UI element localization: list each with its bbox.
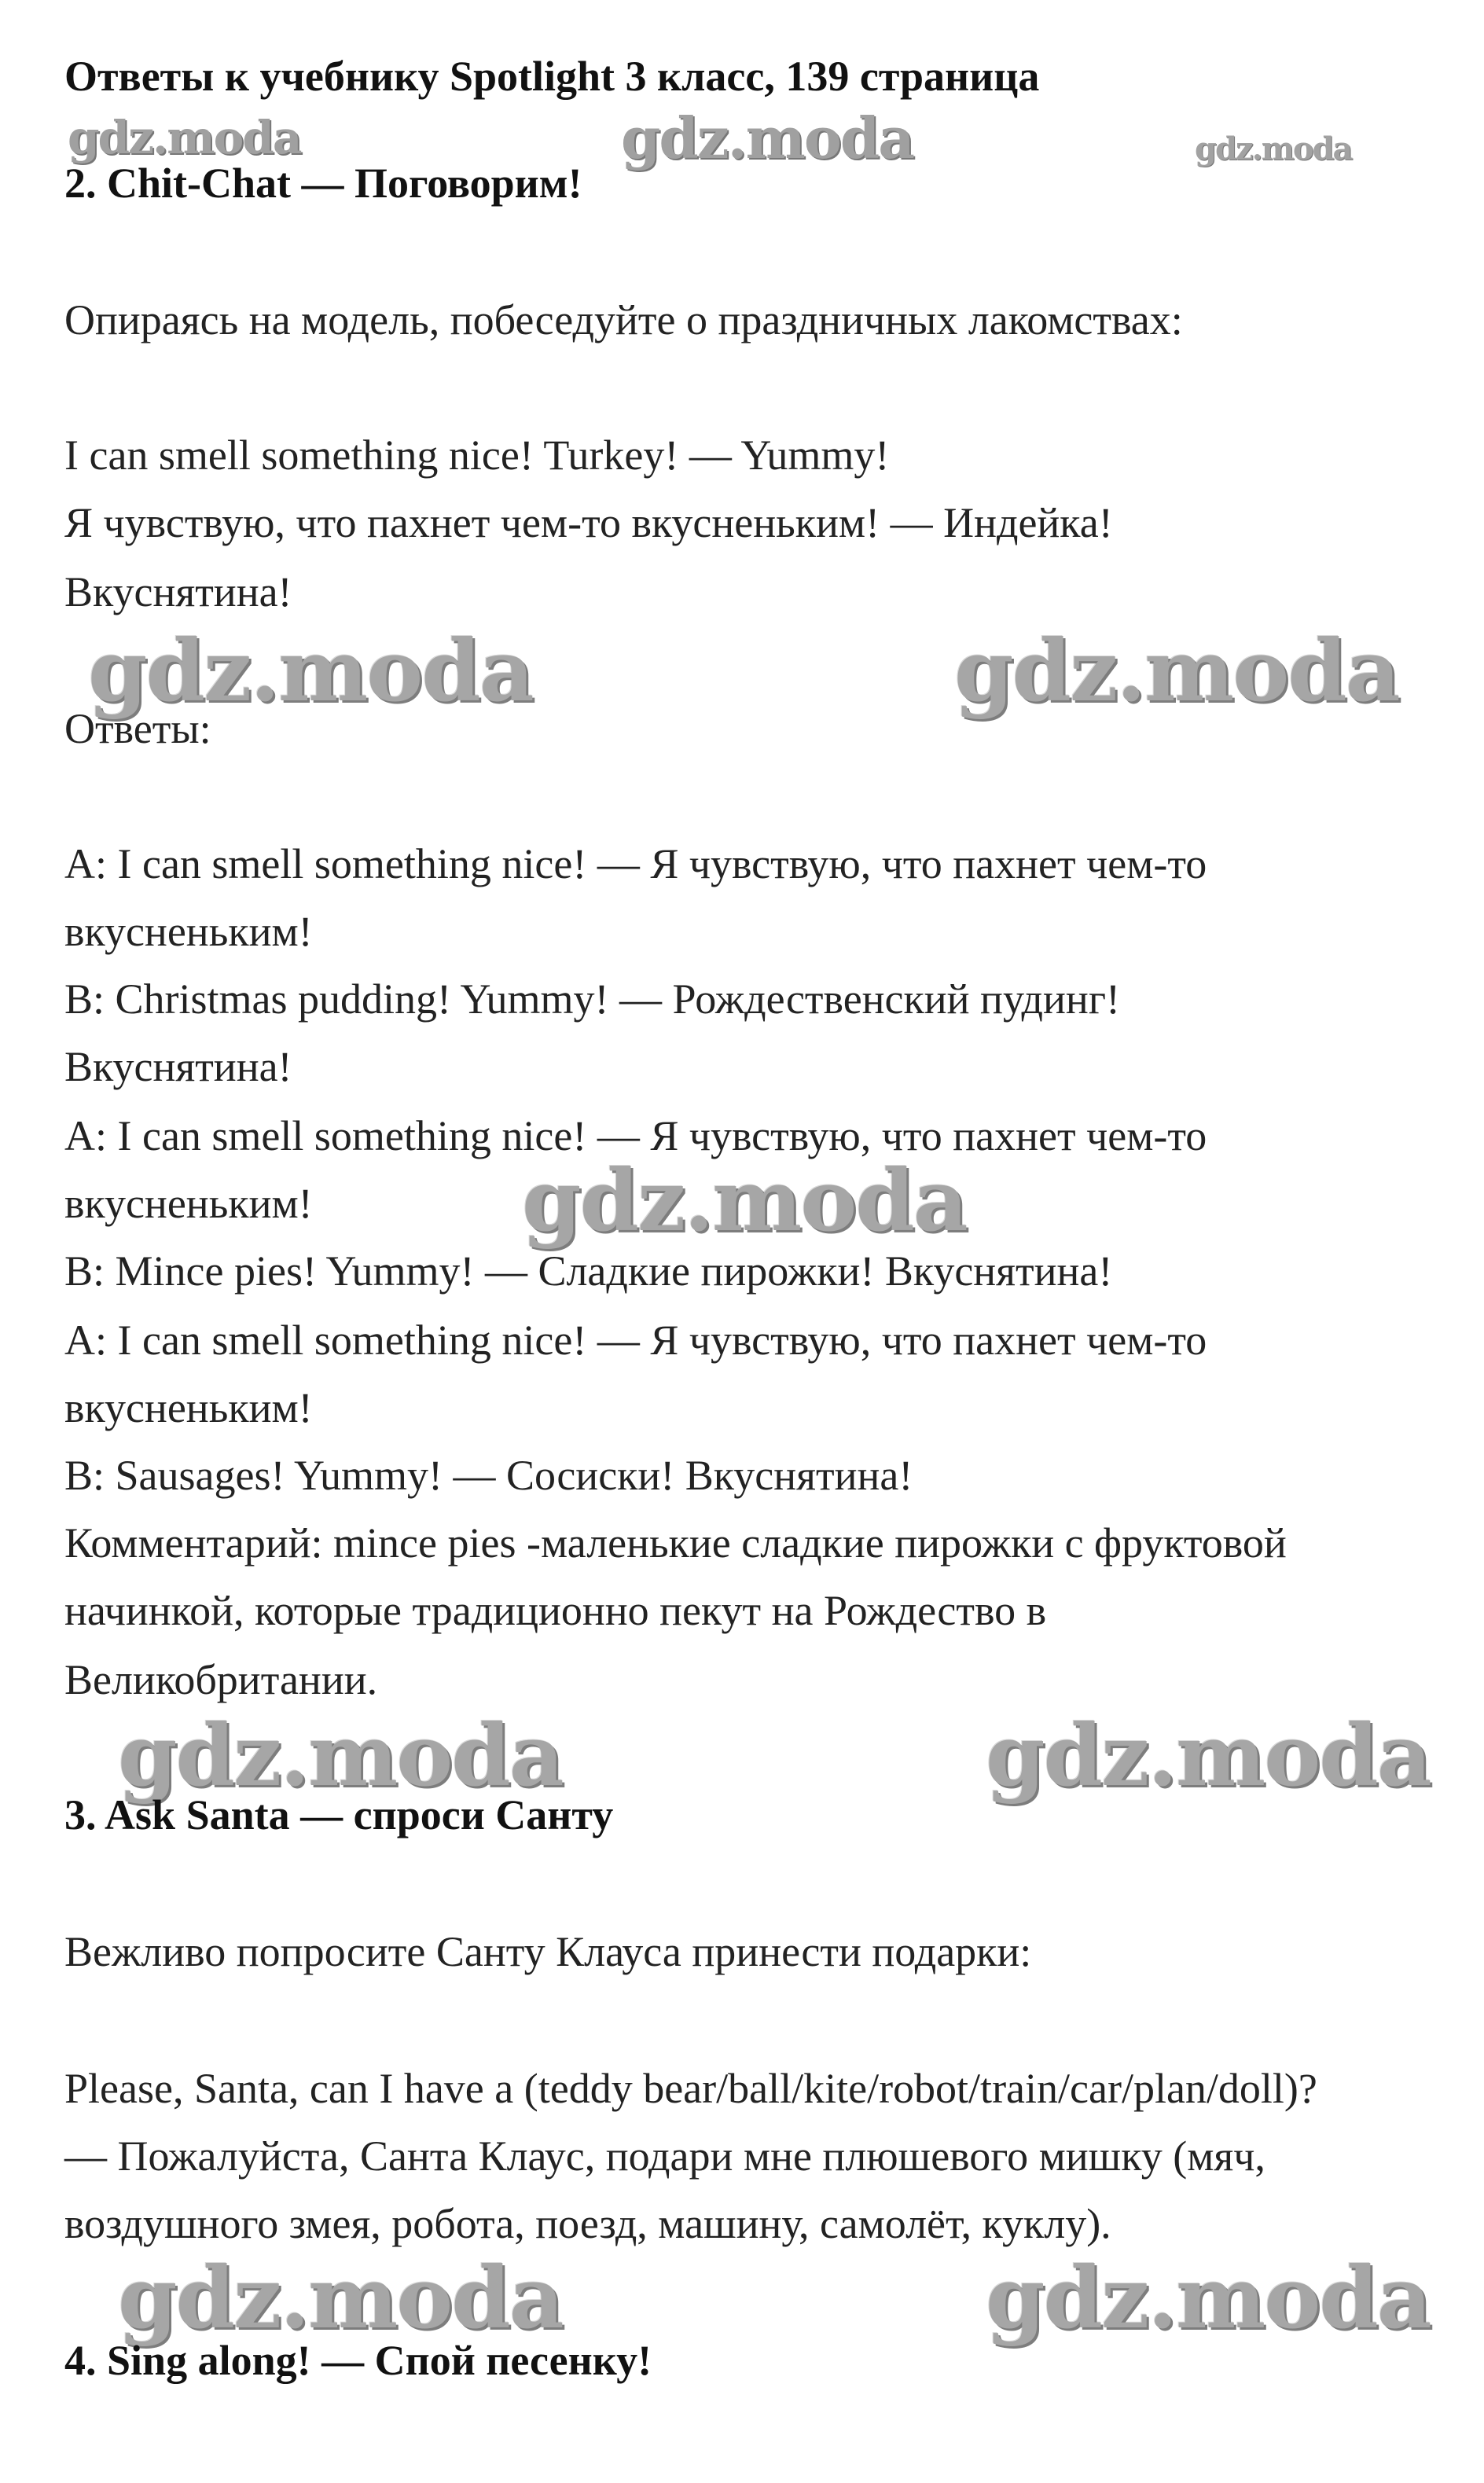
watermark: gdz.moda bbox=[118, 2249, 563, 2348]
section-heading-sing-along: 4. Sing along! — Спой песенку! bbox=[64, 2337, 652, 2384]
watermark: gdz.moda bbox=[68, 111, 301, 164]
answer-line: вкусненьким! bbox=[64, 1384, 313, 1431]
answer-line: вкусненьким! bbox=[64, 908, 313, 955]
answer-line: B: Mince pies! Yummy! — Сладкие пирожки! Вкуснятина! bbox=[64, 1247, 1113, 1295]
santa-line: Please, Santa, can I have a (teddy bear/ball/kite/robot/train/car/plan/doll)? bbox=[64, 2065, 1317, 2112]
watermark: gdz.moda bbox=[954, 622, 1399, 721]
model-line: Я чувствую, что пахнет чем-то вкусненьким! — Индейка! bbox=[64, 499, 1113, 546]
watermark: gdz.moda bbox=[621, 105, 913, 171]
answer-line: A: I can smell something nice! — Я чувствую, что пахнет чем-то bbox=[64, 1317, 1207, 1364]
answer-line: вкусненьким! bbox=[64, 1180, 313, 1227]
model-line: I can smell something nice! Turkey! — Yummy! bbox=[64, 432, 890, 479]
watermark: gdz.moda bbox=[118, 1706, 563, 1805]
answer-line: Комментарий: mince pies -маленькие сладкие пирожки с фруктовой bbox=[64, 1519, 1287, 1567]
answers-label: Ответы: bbox=[64, 705, 211, 752]
task-text: Вежливо попросите Санту Клауса принести подарки: bbox=[64, 1928, 1032, 1975]
watermark: gdz.moda bbox=[986, 2249, 1431, 2348]
section-heading-chit-chat: 2. Chit-Chat — Поговорим! bbox=[64, 160, 582, 207]
watermark: gdz.moda bbox=[522, 1152, 967, 1251]
santa-line: воздушного змея, робота, поезд, машину, самолёт, куклу). bbox=[64, 2200, 1111, 2247]
answer-line: начинкой, которые традиционно пекут на Рождество в bbox=[64, 1587, 1047, 1634]
answer-line: A: I can smell something nice! — Я чувствую, что пахнет чем-то bbox=[64, 1112, 1207, 1159]
answer-line: B: Sausages! Yummy! — Сосиски! Вкуснятина! bbox=[64, 1452, 913, 1499]
watermark: gdz.moda bbox=[986, 1706, 1431, 1805]
page-title: Ответы к учебнику Spotlight 3 класс, 139 страница bbox=[64, 53, 1040, 100]
task-text: Опираясь на модель, побеседуйте о праздничных лакомствах: bbox=[64, 296, 1183, 343]
answer-line: Вкуснятина! bbox=[64, 1043, 292, 1090]
answer-line: B: Christmas pudding! Yummy! — Рождественский пудинг! bbox=[64, 975, 1120, 1023]
answer-line: Великобритании. bbox=[64, 1656, 378, 1703]
model-line: Вкуснятина! bbox=[64, 568, 292, 615]
watermark: gdz.moda bbox=[88, 622, 533, 721]
section-heading-ask-santa: 3. Ask Santa — спроси Санту bbox=[64, 1791, 614, 1838]
answer-line: A: I can smell something nice! — Я чувствую, что пахнет чем-то bbox=[64, 840, 1207, 887]
watermark: gdz.moda bbox=[1195, 130, 1352, 167]
santa-line: — Пожалуйста, Санта Клаус, подари мне плюшевого мишку (мяч, bbox=[64, 2132, 1265, 2180]
